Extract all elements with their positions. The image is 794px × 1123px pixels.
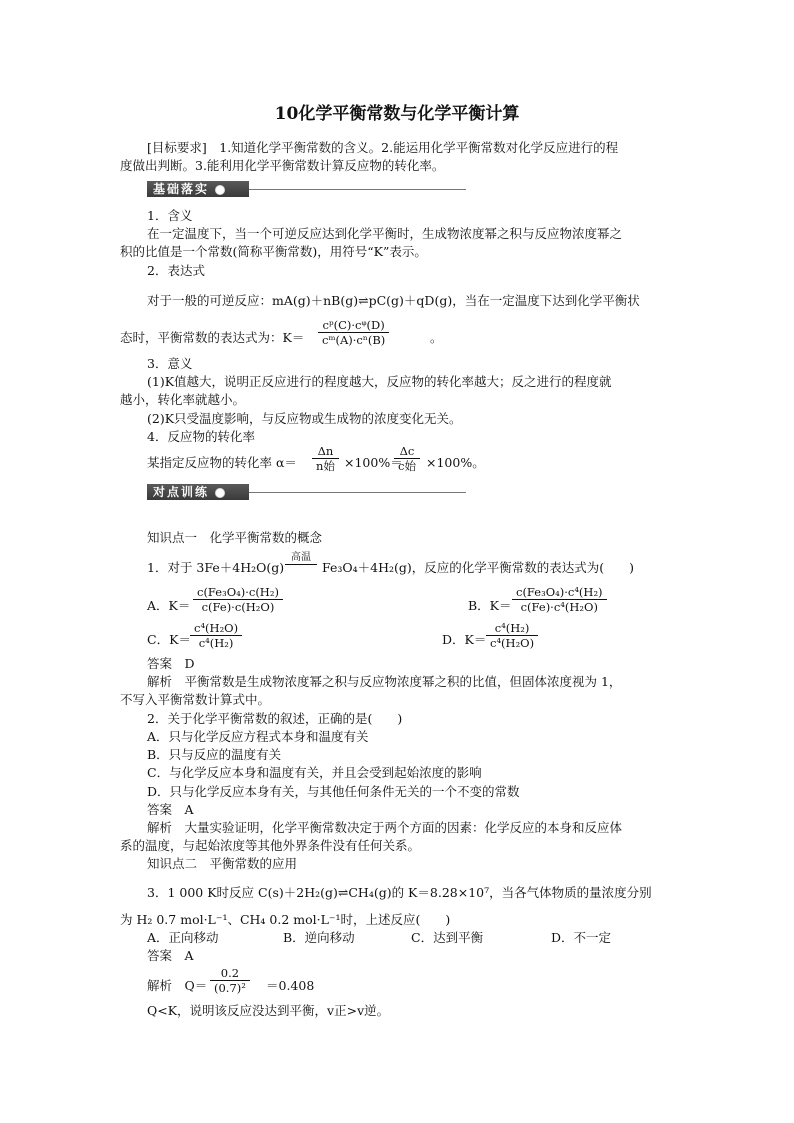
q3-quotient-fraction <box>210 966 250 995</box>
q3-conclusion: Q<K，说明该反应没达到平衡，v正>v逆。 <box>147 1003 390 1018</box>
heading-meaning: 1．含义 <box>147 208 193 223</box>
meaning-line-2: 积的比值是一个常数(简称平衡常数)，用符号“K”表示。 <box>120 244 427 259</box>
conversion-fraction-2 <box>394 444 420 473</box>
bullet-icon <box>215 185 225 195</box>
q1-option-a-fraction <box>193 585 283 614</box>
page-title: 10化学平衡常数与化学平衡计算 <box>274 104 520 124</box>
q2-answer: 答案 A <box>147 802 194 817</box>
goal-line-2: 度做出判断。3.能利用化学平衡常数计算反应物的转化率。 <box>120 158 445 173</box>
q1-c-numerator: c⁴(H₂O) <box>190 621 242 636</box>
meaning-line-1: 在一定温度下，当一个可逆反应达到化学平衡时，生成物浓度幂之积与反应物浓度幂之 <box>147 226 623 241</box>
q1-option-b-fraction <box>512 585 607 614</box>
section-header-practice <box>147 484 249 500</box>
q1-analysis-2: 不写入平衡常数计算式中。 <box>120 692 271 707</box>
q2-option-b: B．只与反应的温度有关 <box>147 747 282 762</box>
q3-analysis-suffix: ＝0.408 <box>266 978 315 993</box>
q2-option-a: A．只与化学反应方程式本身和温度有关 <box>147 729 369 744</box>
conversion-mid: ×100%＝ <box>344 455 403 470</box>
q3-analysis-prefix: 解析 Q＝ <box>147 978 208 993</box>
heading-conversion: 4．反应物的转化率 <box>147 429 255 444</box>
q1-a-numerator: c(Fe₃O₄)·c(H₂) <box>193 585 283 600</box>
q1-b-numerator: c(Fe₃O₄)·c⁴(H₂) <box>512 585 607 600</box>
bullet-icon <box>215 488 225 498</box>
q1-c-denominator: c⁴(H₂) <box>198 636 234 650</box>
q3-stem-1: 3．1 000 K时反应 C(s)＋2H₂(g)⇌CH₄(g)的 K＝8.28×10⁷，当各气体物质的量浓度分别 <box>147 885 652 900</box>
fraction-2-denominator: c始 <box>398 459 416 473</box>
heading-significance: 3．意义 <box>147 356 193 371</box>
q3-numerator: 0.2 <box>210 966 250 981</box>
q1-condition: 高温 <box>285 552 317 565</box>
section-header-basics <box>147 181 249 197</box>
q3-denominator: (0.7)² <box>214 981 246 995</box>
q1-answer: 答案 D <box>147 656 195 671</box>
fraction-1-denominator: n始 <box>316 459 335 473</box>
section-divider <box>249 189 466 190</box>
significance-line-3: (2)K只受温度影响，与反应物或生成物的浓度变化无关。 <box>147 411 462 426</box>
knowledge-point-2: 知识点二 平衡常数的应用 <box>147 856 298 871</box>
conversion-fraction-1 <box>312 444 339 473</box>
k-denominator: cᵐ(A)·cⁿ(B) <box>322 333 386 347</box>
q1-option-b-label: B．K＝ <box>468 598 512 613</box>
fraction-2-numerator: Δc <box>394 444 420 459</box>
q2-option-c: C．与化学反应本身和温度有关，并且会受到起始浓度的影响 <box>147 765 482 780</box>
q1-d-numerator: c⁴(H₂) <box>486 621 538 636</box>
k-numerator: cᵖ(C)·cᵠ(D) <box>318 318 389 333</box>
q1-stem-b: Fe₃O₄＋4H₂(g)，反应的化学平衡常数的表达式为( ) <box>322 560 635 575</box>
goal-line-1: [目标要求] 1.知道化学平衡常数的含义。2.能运用化学平衡常数对化学反应进行的程 <box>147 140 619 155</box>
expression-line-2-prefix: 态时，平衡常数的表达式为：K＝ <box>120 330 305 345</box>
q3-option-a: A．正向移动 <box>147 930 219 945</box>
expression-line-2-suffix: 。 <box>430 330 443 345</box>
conversion-suffix: ×100%。 <box>426 455 485 470</box>
q3-option-b: B．逆向移动 <box>283 930 355 945</box>
q1-stem-a: 1．对于 3Fe＋4H₂O(g) <box>147 560 285 575</box>
q1-b-denominator: c(Fe)·c⁴(H₂O) <box>520 600 598 614</box>
q1-option-a-label: A．K＝ <box>147 598 191 613</box>
q2-stem: 2．关于化学平衡常数的叙述，正确的是( ) <box>147 711 403 726</box>
q1-option-c-fraction <box>190 621 242 650</box>
q1-option-c-label: C．K＝ <box>147 632 191 647</box>
q1-a-denominator: c(Fe)·c(H₂O) <box>201 600 275 614</box>
fraction-1-numerator: Δn <box>312 444 339 459</box>
q1-option-d-fraction <box>486 621 538 650</box>
significance-line-1: (1)K值越大，说明正反应进行的程度越大，反应物的转化率越大；反之进行的程度就 <box>147 374 612 389</box>
conversion-prefix: 某指定反应物的转化率 α＝ <box>147 455 297 470</box>
q1-analysis-1: 解析 平衡常数是生成物浓度幂之积与反应物浓度幂之积的比值，但固体浓度视为 1， <box>147 674 622 689</box>
q2-option-d: D．只与化学反应本身有关，与其他任何条件无关的一个不变的常数 <box>147 784 520 799</box>
q1-d-denominator: c⁴(H₂O) <box>490 636 535 650</box>
q3-stem-2: 为 H₂ 0.7 mol·L⁻¹、CH₄ 0.2 mol·L⁻¹时，上述反应( ) <box>120 912 451 927</box>
q2-analysis-1: 解析 大量实验证明，化学平衡常数决定于两个方面的因素：化学反应的本身和反应体 <box>147 820 623 835</box>
section-header-label: 基础落实 <box>153 182 210 196</box>
q3-option-c: C．达到平衡 <box>411 930 484 945</box>
q1-option-d-label: D．K＝ <box>442 632 487 647</box>
significance-line-2: 越小，转化率就越小。 <box>120 392 246 407</box>
q3-answer: 答案 A <box>147 948 194 963</box>
expression-line-1: 对于一般的可逆反应：mA(g)＋nB(g)⇌pC(g)＋qD(g)，当在一定温度下达到化学平衡状 <box>147 293 640 308</box>
section-divider <box>249 492 466 493</box>
q3-option-d: D．不一定 <box>551 930 612 945</box>
knowledge-point-1: 知识点一 化学平衡常数的概念 <box>147 530 323 545</box>
q2-analysis-2: 系的温度，与起始浓度等其他外界条件没有任何关系。 <box>120 838 421 853</box>
section-header-label: 对点训练 <box>153 485 210 499</box>
heading-expression: 2．表达式 <box>147 263 205 278</box>
k-expression-fraction <box>318 318 389 347</box>
